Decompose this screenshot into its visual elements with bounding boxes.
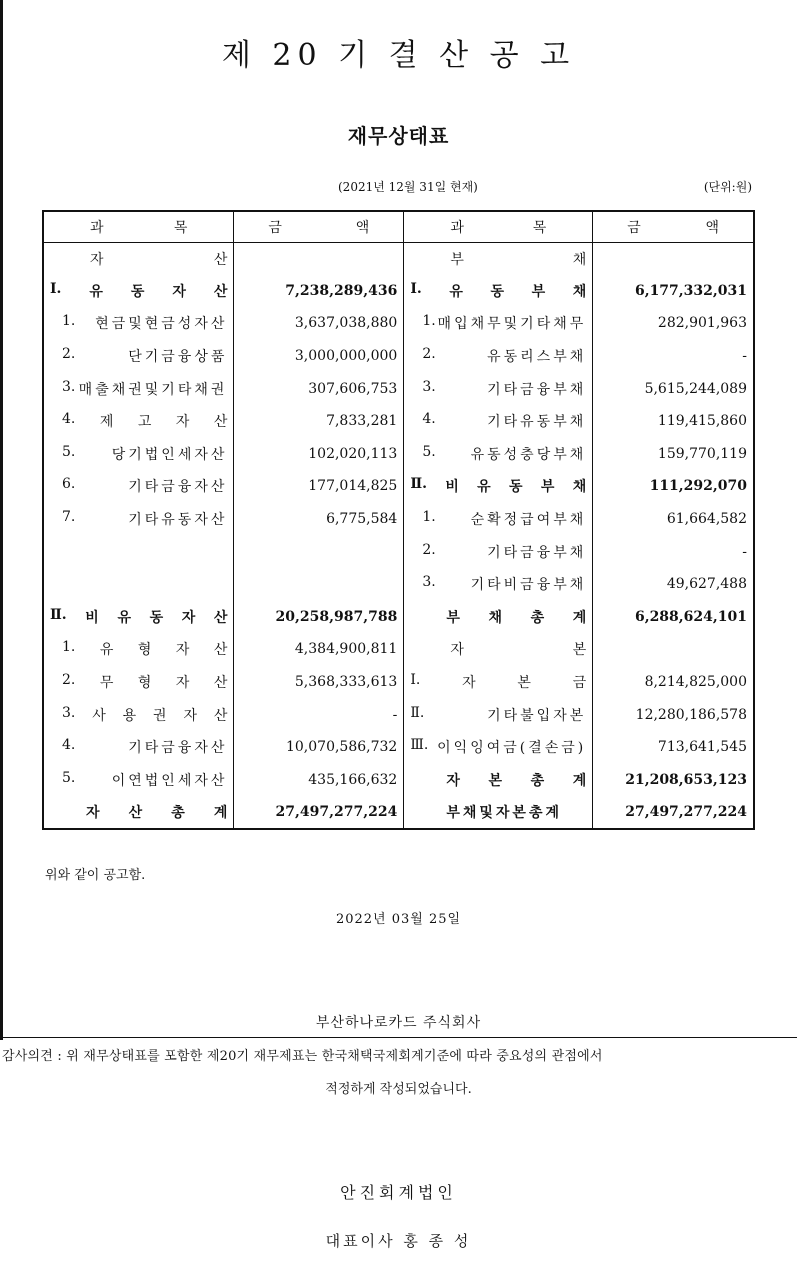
subject-text: 계: [572, 609, 587, 626]
amount-cell-l: 435,166,632: [234, 764, 404, 797]
amount-cell-r: -: [593, 535, 754, 568]
subject-text: 자: [450, 642, 464, 659]
subject-text: 용: [122, 707, 137, 724]
subject-cell-l: [43, 666, 234, 699]
amount-cell-l: 27,497,277,224: [234, 796, 404, 829]
subject-text: 부채및자본총계: [446, 804, 562, 821]
amount-cell-l: 7,238,289,436: [234, 275, 404, 308]
audit-opinion-line-1: 감사의견 : 위 재무상태표를 포함한 제20기 재무제표는 한국채택국제회계기준에 따라 중요성의 관점에서: [2, 1049, 603, 1064]
subject-cell-r: [404, 405, 593, 438]
amount-cell-l: 20,258,987,788: [234, 601, 404, 634]
amount-cell-r: -: [593, 340, 754, 373]
subject-text: 3.: [422, 378, 436, 395]
subject-text: 비: [445, 479, 459, 496]
subject-cell-r: [404, 340, 593, 373]
amount-cell-l: [234, 568, 404, 601]
subject-text: 4.: [62, 411, 76, 428]
amount-cell-l: 7,833,281: [234, 405, 404, 438]
amount-cell-l: [234, 242, 404, 275]
amount-cell-r: [593, 633, 754, 666]
subject-text: 1.: [62, 313, 76, 330]
amount-cell-l: 4,384,900,811: [234, 633, 404, 666]
subject-text: 동: [509, 479, 523, 496]
subject-cell-l: [43, 568, 234, 601]
subject-text: 동: [149, 609, 164, 626]
subject-text: 기타금융부채: [487, 381, 587, 398]
subject-cell-l: [43, 307, 234, 340]
table-row: [43, 275, 754, 308]
subject-text: Ⅰ.: [410, 280, 422, 297]
subject-text: 부: [531, 283, 546, 300]
subject-text: 채: [572, 479, 587, 496]
amount-cell-r: 8,214,825,000: [593, 666, 754, 699]
subject-text: 기타금융자산: [128, 740, 228, 757]
table-row: [43, 698, 754, 731]
subject-text: 자: [172, 283, 186, 300]
subject-text: 기타유동자산: [128, 512, 228, 529]
subject-text: 5.: [422, 443, 436, 460]
amount-cell-r: 61,664,582: [593, 503, 754, 536]
subject-text: 총: [530, 609, 545, 626]
subject-cell-r: [404, 568, 593, 601]
subject-cell-r: [404, 503, 593, 536]
table-row: [43, 764, 754, 797]
table-row: [43, 633, 754, 666]
table-row: [43, 438, 754, 471]
subject-text: 본: [488, 772, 502, 789]
subject-text: 4.: [62, 737, 76, 754]
amount-cell-l: 3,637,038,880: [234, 307, 404, 340]
subject-text: 단기금융상품: [128, 349, 228, 366]
subject-text: 2.: [422, 541, 436, 558]
subject-cell-l: [43, 535, 234, 568]
subject-text: 비: [85, 609, 99, 626]
amount-cell-l: 177,014,825: [234, 470, 404, 503]
subject-text: 자: [90, 251, 104, 268]
table-row: [43, 568, 754, 601]
subject-text: Ⅰ.: [410, 672, 421, 689]
audit-opinion-line-2: 적정하게 작성되었습니다.: [325, 1082, 472, 1097]
table-row: [43, 372, 754, 405]
amount-cell-l: 3,000,000,000: [234, 340, 404, 373]
subject-text: 유: [89, 283, 103, 300]
subject-text: 5.: [62, 769, 76, 786]
divider: [0, 1037, 797, 1038]
subject-text: 고: [137, 414, 152, 431]
subject-text: 본: [572, 642, 587, 659]
amount-cell-r: 6,288,624,101: [593, 601, 754, 634]
subject-text: 기타불입자본: [487, 707, 587, 724]
amount-cell-r: 21,208,653,123: [593, 764, 754, 797]
subject-text: 3.: [422, 574, 436, 591]
table-row: [43, 503, 754, 536]
subject-text: 자: [175, 642, 190, 659]
subject-text: Ⅰ.: [50, 280, 62, 297]
subject-text: 유: [117, 609, 131, 626]
subject-text: 동: [490, 283, 505, 300]
subject-text: 자: [462, 675, 476, 692]
scan-left-edge: [0, 0, 3, 1040]
subject-text: 1.: [422, 313, 436, 330]
subject-text: 자: [175, 675, 190, 692]
subject-text: 채: [572, 251, 587, 268]
subject-text: 자: [86, 804, 100, 821]
subject-text: 산: [128, 804, 143, 821]
header-subject-left: 과 목: [43, 211, 234, 242]
as-of-date: (2021년 12월 31일 현재): [338, 180, 478, 194]
subject-cell-r: [404, 633, 593, 666]
subject-text: 기타금융부채: [487, 544, 587, 561]
table-row: [43, 307, 754, 340]
unit-label: (단위:원): [703, 180, 752, 194]
subject-cell-l: [43, 242, 234, 275]
subject-text: 자: [446, 772, 460, 789]
amount-cell-l: -: [234, 698, 404, 731]
amount-cell-r: 6,177,332,031: [593, 275, 754, 308]
table-row: [43, 731, 754, 764]
subject-cell-r: [404, 470, 593, 503]
subject-cell-r: [404, 372, 593, 405]
subject-text: 자: [183, 707, 197, 724]
amount-cell-l: 10,070,586,732: [234, 731, 404, 764]
subject-cell-l: [43, 601, 234, 634]
amount-cell-r: 27,497,277,224: [593, 796, 754, 829]
subject-text: 순확정급여부채: [470, 512, 587, 529]
subject-cell-l: [43, 764, 234, 797]
publication-date: 2022년 03월 25일: [335, 912, 462, 927]
subject-text: 총: [530, 772, 545, 789]
table-row: [43, 405, 754, 438]
subject-text: 7.: [62, 509, 76, 526]
subject-cell-r: [404, 731, 593, 764]
subject-text: 5.: [62, 443, 76, 460]
subject-text: 사: [92, 707, 106, 724]
subject-text: 유동성충당부채: [470, 446, 587, 463]
subject-text: 이익잉여금(결손금): [437, 740, 587, 757]
table-row: [43, 535, 754, 568]
subject-cell-r: [404, 275, 593, 308]
subject-cell-l: [43, 796, 234, 829]
subject-cell-r: [404, 666, 593, 699]
subject-text: 유: [477, 479, 491, 496]
balance-sheet-table: [42, 210, 755, 830]
amount-cell-r: 111,292,070: [593, 470, 754, 503]
amount-cell-r: 159,770,119: [593, 438, 754, 471]
subject-text: 6.: [62, 476, 76, 493]
amount-cell-r: [593, 242, 754, 275]
table-row: [43, 601, 754, 634]
subject-text: Ⅲ.: [410, 737, 429, 754]
ceo-name: 대표이사 홍 종 성: [325, 1232, 472, 1250]
subject-cell-l: [43, 470, 234, 503]
subject-cell-l: [43, 372, 234, 405]
subject-cell-r: [404, 535, 593, 568]
subject-text: 산: [213, 642, 228, 659]
amount-cell-r: 5,615,244,089: [593, 372, 754, 405]
subject-text: 3.: [62, 704, 76, 721]
header-subject-right: 과 목: [404, 211, 593, 242]
table-row: [43, 242, 754, 275]
subject-text: 산: [213, 251, 228, 268]
subject-text: 부: [450, 251, 464, 268]
subject-text: 2.: [62, 672, 76, 689]
auditor-name: 안진회계법인: [340, 1183, 457, 1202]
subject-text: 유: [449, 283, 463, 300]
subject-text: 자: [181, 609, 196, 626]
company-name: 부산하나로카드 주식회사: [315, 1015, 482, 1031]
subject-text: 채: [572, 283, 587, 300]
subject-cell-r: [404, 242, 593, 275]
table-row: [43, 340, 754, 373]
subject-text: 산: [213, 675, 228, 692]
subject-cell-r: [404, 764, 593, 797]
subject-cell-r: [404, 796, 593, 829]
subject-text: 매출채권및기타채권: [78, 381, 228, 398]
table-row: [43, 666, 754, 699]
subject-text: 기타금융자산: [128, 479, 228, 496]
subject-text: 산: [213, 414, 228, 431]
subject-text: 산: [213, 707, 228, 724]
subject-text: Ⅱ.: [410, 476, 428, 493]
page-title: 제 20 기 결 산 공 고: [221, 38, 576, 73]
header-amount-right: 금 액: [593, 211, 754, 242]
subject-cell-l: [43, 340, 234, 373]
subject-cell-l: [43, 405, 234, 438]
amount-cell-r: 282,901,963: [593, 307, 754, 340]
subject-text: 무: [99, 675, 114, 692]
subject-text: 당기법인세자산: [111, 446, 228, 463]
subject-text: 2.: [422, 346, 436, 363]
subject-text: Ⅱ.: [410, 704, 425, 721]
amount-cell-r: 12,280,186,578: [593, 698, 754, 731]
subject-text: 이연법인세자산: [111, 772, 228, 789]
amount-cell-l: 5,368,333,613: [234, 666, 404, 699]
subject-text: Ⅱ.: [50, 606, 67, 623]
subject-text: 자: [175, 414, 190, 431]
subject-cell-l: [43, 438, 234, 471]
amount-cell-l: [234, 535, 404, 568]
subject-cell-r: [404, 438, 593, 471]
notice-text: 위와 같이 공고함.: [45, 868, 146, 883]
subject-text: 1.: [422, 509, 436, 526]
subject-text: 형: [137, 642, 152, 659]
subject-text: 본: [517, 675, 531, 692]
subject-cell-l: [43, 503, 234, 536]
table-header-row: [43, 211, 754, 242]
subject-text: 매입채무및기타채무: [437, 316, 587, 333]
table-row: [43, 796, 754, 829]
subject-text: 기타비금융부채: [470, 577, 587, 594]
subject-text: 제: [99, 414, 114, 431]
table-row: [43, 470, 754, 503]
subject-text: 현금및현금성자산: [95, 316, 228, 333]
amount-cell-r: 49,627,488: [593, 568, 754, 601]
subject-text: 산: [213, 609, 228, 626]
subject-cell-l: [43, 731, 234, 764]
subject-cell-r: [404, 698, 593, 731]
subject-text: 계: [572, 772, 587, 789]
amount-cell-r: 119,415,860: [593, 405, 754, 438]
subject-text: 계: [213, 804, 228, 821]
subject-text: 채: [488, 609, 502, 626]
subject-text: 유동리스부채: [487, 349, 587, 366]
subject-text: 1.: [62, 639, 76, 656]
amount-cell-l: 6,775,584: [234, 503, 404, 536]
subject-text: 부: [540, 479, 555, 496]
statement-title: 재무상태표: [347, 124, 450, 148]
subject-text: 형: [137, 675, 152, 692]
subject-text: 총: [171, 804, 185, 821]
subject-text: 부: [446, 609, 460, 626]
subject-text: 동: [130, 283, 145, 300]
subject-text: 금: [572, 675, 587, 692]
subject-text: 2.: [62, 346, 76, 363]
header-amount-left: 금 액: [234, 211, 404, 242]
subject-cell-r: [404, 601, 593, 634]
subject-text: 권: [153, 707, 167, 724]
subject-text: 3.: [62, 378, 76, 395]
subject-cell-l: [43, 633, 234, 666]
subject-text: 유: [99, 642, 114, 659]
subject-text: 산: [213, 283, 228, 300]
subject-cell-l: [43, 698, 234, 731]
subject-text: 기타유동부채: [487, 414, 587, 431]
subject-cell-r: [404, 307, 593, 340]
subject-text: 4.: [422, 411, 436, 428]
amount-cell-r: 713,641,545: [593, 731, 754, 764]
amount-cell-l: 102,020,113: [234, 438, 404, 471]
amount-cell-l: 307,606,753: [234, 372, 404, 405]
subject-cell-l: [43, 275, 234, 308]
